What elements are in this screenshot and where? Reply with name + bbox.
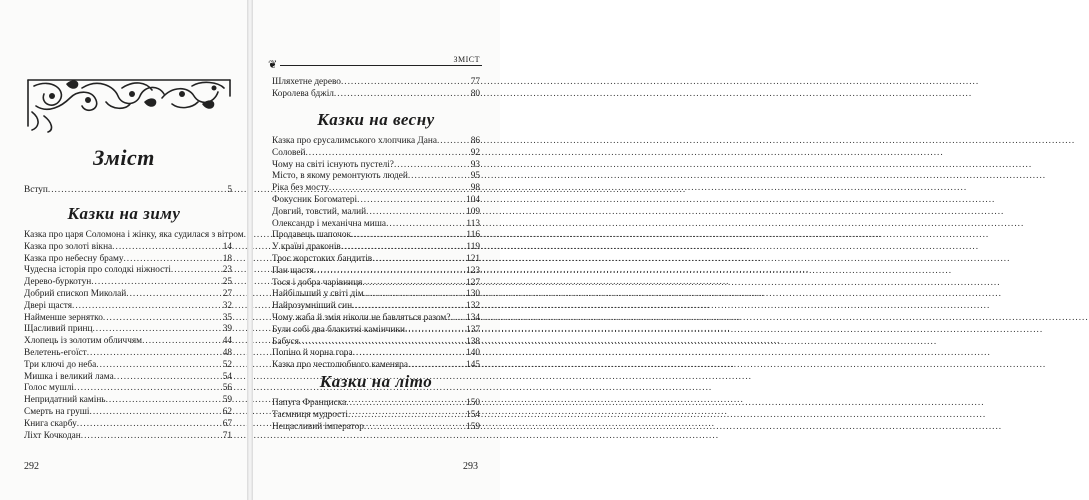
entry-title: Непридатний камінь — [24, 395, 106, 406]
entry-page: 98 — [470, 183, 480, 194]
entry-page: 80 — [470, 88, 480, 99]
toc-entry[interactable] — [24, 313, 232, 325]
leader-dots — [341, 77, 470, 89]
toc-entry[interactable] — [272, 410, 480, 422]
leader-dots — [126, 289, 221, 301]
entry-page: 127 — [466, 277, 480, 288]
entry-page: 35 — [222, 312, 232, 323]
entry-page: 137 — [466, 324, 480, 335]
entry-page: 86 — [470, 136, 480, 146]
entry-title: Були собі два блакитні камінчики — [272, 324, 405, 335]
entry-page: 71 — [222, 430, 232, 441]
leader-dots — [305, 148, 469, 160]
entry-title: У країні драконів — [272, 242, 341, 253]
toc-entry[interactable] — [24, 185, 232, 197]
toc-winter — [24, 230, 244, 442]
leader-dots — [437, 136, 470, 148]
entry-page: 123 — [466, 265, 480, 276]
entry-page: 145 — [466, 360, 480, 371]
toc-spring — [272, 136, 480, 372]
toc-entry[interactable] — [272, 360, 480, 372]
leader-dots — [366, 207, 465, 219]
leader-dots — [357, 195, 465, 207]
toc-entry[interactable] — [272, 183, 480, 195]
toc-entry[interactable] — [24, 336, 232, 348]
toc-entry[interactable] — [272, 266, 480, 278]
toc-entry[interactable] — [24, 242, 232, 254]
entry-page: 54 — [222, 371, 232, 382]
toc-entry[interactable] — [272, 219, 480, 231]
entry-page: 77 — [470, 77, 480, 87]
leader-dots — [408, 171, 470, 183]
toc-entry[interactable] — [24, 289, 232, 301]
toc-intro — [24, 185, 232, 197]
toc-entry[interactable] — [24, 360, 232, 372]
entry-title: Ліхт Кочкодан — [24, 430, 81, 441]
entry-page: 104 — [466, 194, 480, 205]
entry-title: Щасливий принц — [24, 324, 93, 335]
entry-title: Мишка і великий лама — [24, 371, 114, 382]
running-head — [268, 55, 482, 71]
entry-page: 14 — [222, 241, 232, 252]
entry-page: 59 — [222, 395, 232, 406]
entry-page: 95 — [470, 171, 480, 182]
toc-entry[interactable] — [272, 325, 480, 337]
section-heading-summer: Казки на літо — [319, 372, 433, 391]
toc-entry[interactable] — [24, 383, 232, 395]
toc-entry[interactable] — [24, 395, 232, 407]
toc-entry[interactable] — [272, 160, 480, 172]
entry-title: Фокусник Богоматері — [272, 194, 358, 205]
toc-entry[interactable] — [272, 337, 480, 349]
leader-dots — [171, 265, 222, 277]
toc-entry[interactable] — [24, 324, 232, 336]
leader-dots — [334, 89, 470, 101]
leader-dots — [92, 324, 221, 336]
leader-dots — [114, 372, 222, 384]
toc-entry[interactable] — [272, 348, 480, 360]
entry-page: 116 — [466, 230, 480, 241]
toc-entry[interactable] — [24, 419, 232, 431]
leader-dots — [106, 395, 222, 407]
entry-page: 23 — [222, 265, 232, 276]
toc-entry[interactable] — [24, 230, 244, 242]
entry-title: Чому на світі існують пустелі? — [272, 159, 394, 170]
toc-entry[interactable] — [272, 422, 480, 434]
entry-title: Довгий, товстий, малий — [272, 206, 367, 217]
entry-title: Найрозумніший син — [272, 301, 353, 312]
entry-page: 130 — [466, 289, 480, 300]
toc-entry[interactable] — [272, 148, 480, 160]
entry-title: Добрий єпископ Миколай — [24, 288, 127, 299]
entry-title: Три ключі до неба — [24, 359, 97, 370]
right-page — [252, 0, 500, 500]
entry-title: Олександр і механічна миша — [272, 218, 387, 229]
leader-dots — [362, 278, 465, 290]
toc-entry[interactable] — [272, 301, 480, 313]
entry-page: 121 — [466, 253, 480, 264]
entry-page: 119 — [466, 242, 480, 253]
toc-entry[interactable] — [272, 398, 480, 410]
toc-entry[interactable] — [272, 195, 480, 207]
book-spread — [0, 0, 500, 500]
toc-entry[interactable] — [272, 171, 480, 183]
toc-entry[interactable] — [272, 207, 480, 219]
running-head-rule — [272, 65, 482, 66]
entry-title: Чудесна історія про солодкі ніжності — [24, 265, 171, 276]
entry-title: Королева бджіл — [272, 88, 334, 99]
leader-dots — [299, 337, 465, 349]
toc-entry[interactable] — [272, 278, 480, 290]
section-heading-spring: Казки на весну — [317, 110, 435, 129]
entry-title: Тося і добра чарівниця — [272, 277, 363, 288]
leader-dots — [314, 266, 465, 278]
leader-dots — [394, 160, 470, 172]
leader-dots — [364, 289, 465, 301]
leader-dots — [77, 419, 222, 431]
toc-entry[interactable] — [24, 277, 232, 289]
entry-title: Казка про єрусалимського хлопчика Дана — [272, 136, 437, 146]
entry-title: Чому жаба й змія ніколи не бавляться разом? — [272, 312, 451, 323]
entry-title: Дерево-буркотун — [24, 277, 92, 288]
entry-page: 27 — [222, 288, 232, 299]
leader-dots — [372, 254, 465, 266]
leader-dots — [450, 313, 465, 325]
entry-page: 62 — [222, 406, 232, 417]
toc-entry[interactable] — [24, 431, 232, 443]
leader-dots — [348, 410, 465, 422]
leader-dots — [352, 301, 465, 313]
entry-title: Двері щастя — [24, 300, 72, 311]
leader-dots — [408, 360, 465, 372]
entry-title: Книга скарбу — [24, 418, 77, 429]
entry-page: 44 — [222, 336, 232, 347]
leader-dots — [112, 242, 222, 254]
entry-title: Вступ — [24, 185, 48, 195]
toc-entry[interactable] — [24, 348, 232, 360]
leader-dots — [351, 230, 465, 242]
entry-page: 150 — [466, 398, 480, 408]
entry-title: Бабуся — [272, 336, 299, 347]
running-head-ornament-icon: ❦ — [268, 58, 280, 71]
page-number-right: 293 — [463, 461, 478, 472]
leader-dots — [386, 219, 465, 231]
entry-page: 52 — [222, 359, 232, 370]
entry-page: 48 — [222, 347, 232, 358]
entry-page: 5 — [227, 185, 232, 195]
entry-title: Троє жорстоких бандитів — [272, 253, 373, 264]
entry-title: Казка про царя Соломона і жінку, яка судилася з вітром — [24, 230, 244, 240]
toc-entry[interactable] — [24, 254, 232, 266]
left-page — [0, 0, 248, 500]
entry-title: Велетень-егоїст — [24, 347, 87, 358]
entry-title: Нещасливий імператор — [272, 421, 364, 432]
entry-page: 138 — [466, 336, 480, 347]
leader-dots — [341, 242, 466, 254]
leader-dots — [346, 398, 465, 410]
entry-title: Хлопець із золотим обличчям — [24, 336, 143, 347]
leader-dots — [87, 348, 222, 360]
leader-dots — [81, 431, 222, 443]
entry-title: Пан щастя — [272, 265, 314, 276]
running-head-label: ЗМІСТ — [450, 55, 480, 64]
toc-entry[interactable] — [24, 301, 232, 313]
leader-dots — [74, 383, 222, 395]
entry-title: Попіно й чорна гора — [272, 348, 353, 359]
entry-title: Папуга Франциска — [272, 398, 347, 408]
entry-page: 93 — [470, 159, 480, 170]
leader-dots — [353, 348, 465, 360]
toc-summer — [272, 398, 480, 433]
entry-title: Продавець шапочок — [272, 230, 351, 241]
entry-page: 56 — [222, 383, 232, 394]
entry-title: Казка про честолюбного каменяра — [272, 360, 408, 371]
entry-title: Казка про небесну браму — [24, 253, 124, 264]
leader-dots — [142, 336, 222, 348]
entry-page: 113 — [466, 218, 480, 229]
toc-entry[interactable] — [24, 372, 232, 384]
entry-title: Ріка без мосту — [272, 183, 329, 194]
entry-title: Найбільший у світі дім — [272, 289, 364, 300]
leader-dots — [123, 254, 221, 266]
entry-title: Місто, в якому ремонтують людей — [272, 171, 408, 182]
leader-dots — [405, 325, 465, 337]
page-number-left: 292 — [24, 461, 39, 472]
leader-dots — [90, 407, 222, 419]
leader-dots — [96, 360, 221, 372]
leader-dots — [329, 183, 470, 195]
entry-page: 134 — [466, 312, 480, 323]
section-heading-winter: Казки на зиму — [67, 204, 181, 223]
entry-page: 25 — [222, 277, 232, 288]
toc-entry[interactable] — [272, 230, 480, 242]
entry-page: 32 — [222, 300, 232, 311]
leader-dots — [364, 422, 465, 434]
toc-entry[interactable] — [24, 407, 232, 419]
entry-title: Найменше зернятко — [24, 312, 103, 323]
entry-title: Шляхетне дерево — [272, 77, 341, 87]
entry-page: 109 — [466, 206, 480, 217]
entry-page: 67 — [222, 418, 232, 429]
entry-title: Казка про золоті вікна — [24, 241, 113, 252]
entry-page: 132 — [466, 301, 480, 312]
entry-page: 159 — [466, 421, 480, 432]
leader-dots — [103, 313, 222, 325]
toc-entry[interactable] — [272, 254, 480, 266]
leader-dots — [72, 301, 222, 313]
entry-title: Голос мушлі — [24, 383, 74, 394]
toc-entry[interactable] — [24, 265, 232, 277]
page-title: Зміст — [93, 145, 155, 170]
entry-page: 92 — [470, 147, 480, 158]
toc-entry[interactable] — [272, 289, 480, 301]
entry-page: 18 — [222, 253, 232, 264]
toc-right-top — [272, 77, 480, 101]
entry-page: 140 — [466, 348, 480, 359]
floral-ornament-icon — [22, 76, 236, 134]
toc-entry[interactable] — [272, 242, 480, 254]
entry-page: 154 — [466, 409, 480, 420]
toc-entry[interactable] — [272, 77, 480, 89]
toc-entry[interactable] — [272, 313, 480, 325]
entry-page: 39 — [222, 324, 232, 335]
leader-dots — [91, 277, 221, 289]
toc-entry[interactable] — [272, 89, 480, 101]
entry-title: Таємниця мудрості — [272, 409, 348, 420]
leader-dots — [48, 185, 226, 197]
entry-title: Смерть на груші — [24, 406, 90, 417]
toc-entry[interactable] — [272, 136, 480, 148]
entry-title: Соловей — [272, 147, 306, 158]
